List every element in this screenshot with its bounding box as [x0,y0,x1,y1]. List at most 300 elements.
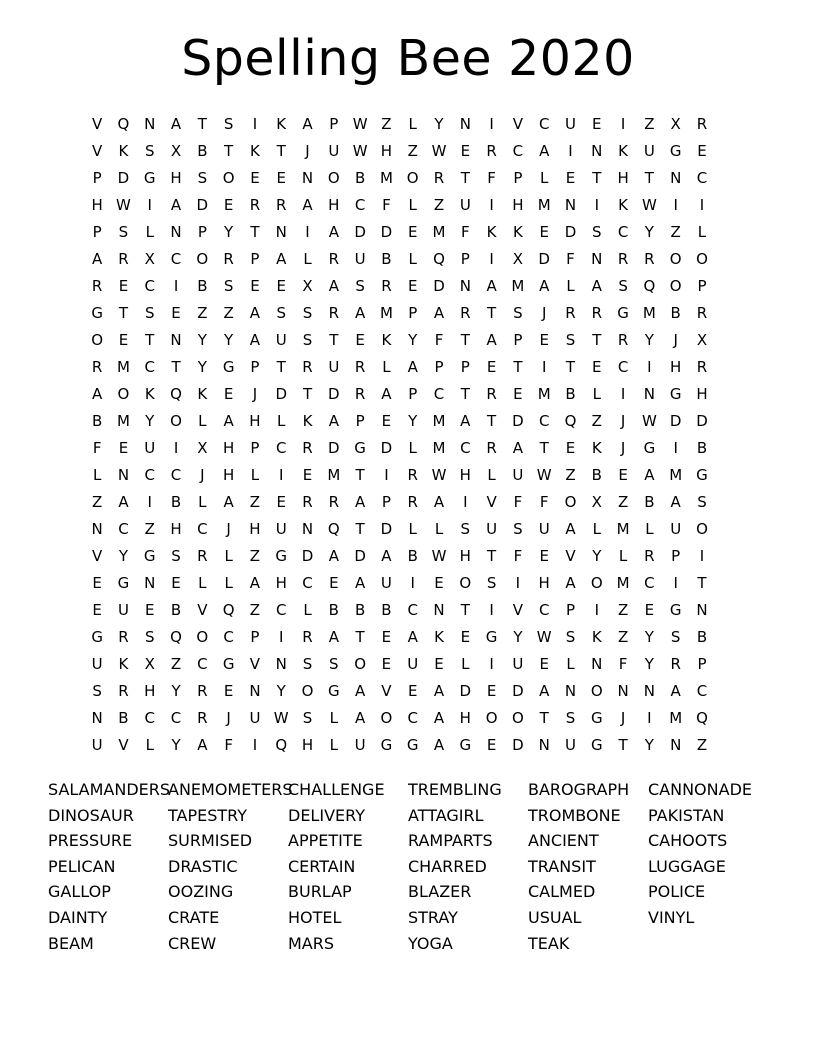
grid-letter: B [565,385,576,403]
grid-letter: D [275,385,287,403]
word-bank-word: CHARRED [408,856,487,876]
grid-letter: O [590,574,603,592]
grid-letter: E [381,412,392,430]
grid-letter: I [489,601,494,619]
grid-letter: I [541,358,547,376]
grid-letter: F [224,736,233,754]
grid-letter: Y [644,736,654,754]
grid-letter: H [222,466,235,484]
word-bank-word: CERTAIN [288,856,356,876]
grid-letter: R [486,385,497,403]
word-bank-word: POLICE [648,882,706,902]
word-bank-word: TRANSIT [528,856,596,876]
grid-letter: T [250,223,260,241]
grid-letter: K [486,223,497,241]
grid-letter: B [407,547,418,565]
grid-letter: S [302,655,313,673]
grid-row [84,357,715,384]
grid-letter: B [591,466,602,484]
grid-letter: Q [643,277,656,295]
grid-letter: L [224,574,233,592]
word-bank-word: YOGA [408,933,453,953]
grid-letter: Z [249,493,261,511]
grid-letter: N [564,196,577,214]
grid-letter: Z [433,196,445,214]
grid-letter: T [302,385,313,403]
grid-letter: F [92,439,102,457]
grid-letter: F [539,493,549,511]
grid-letter: I [410,574,415,592]
grid-letter: S [223,115,234,133]
grid-letter: A [381,547,392,565]
grid-letter: P [565,601,576,619]
grid-letter: Z [144,520,155,538]
grid-letter: E [644,601,655,619]
grid-letter: Y [145,412,155,430]
grid-letter: Z [249,547,261,565]
grid-letter: I [463,493,468,511]
grid-letter: R [249,196,261,214]
grid-letter: K [618,142,628,160]
grid-letter: A [433,709,445,727]
grid-letter: Z [617,628,629,646]
grid-letter: E [434,574,444,592]
grid-letter: E [171,574,181,592]
grid-letter: A [354,574,366,592]
grid-row [84,411,715,438]
grid-letter: E [92,574,102,592]
grid-letter: L [198,574,207,592]
word-bank-word: CRATE [168,907,220,927]
grid-letter: U [565,115,576,133]
grid-letter: O [222,169,235,187]
grid-letter: U [380,574,392,592]
grid-letter: E [302,466,313,484]
grid-letter: N [538,736,550,754]
grid-letter: P [250,250,260,268]
grid-letter: U [407,655,419,673]
grid-letter: S [197,169,208,187]
grid-letter: L [329,709,338,727]
grid-letter: Z [381,115,392,133]
grid-letter: D [117,169,130,187]
grid-row [84,573,715,600]
grid-letter: N [275,223,287,241]
grid-letter: Z [249,601,261,619]
grid-letter: P [250,628,260,646]
grid-letter: Y [408,412,418,430]
grid-letter: I [173,277,179,295]
grid-letter: I [647,358,652,376]
grid-letter: E [486,682,497,700]
grid-letter: S [670,628,681,646]
grid-letter: E [434,655,444,673]
grid-letter: R [91,358,103,376]
grid-letter: T [276,142,286,160]
grid-letter: C [275,439,287,457]
word-bank-column [528,779,629,958]
grid-letter: R [696,358,708,376]
grid-letter: C [644,574,655,592]
grid-letter: T [355,520,365,538]
word-bank-word: DINOSAUR [48,805,134,825]
grid-letter: X [302,277,313,295]
grid-letter: A [591,277,602,295]
grid-letter: L [408,520,417,538]
grid-letter: A [92,385,103,403]
grid-letter: A [92,250,103,268]
grid-letter: K [144,385,155,403]
grid-letter: S [618,277,628,295]
grid-letter: R [197,709,208,727]
grid-letter: W [352,115,368,133]
grid-letter: I [673,196,678,214]
grid-letter: C [170,709,182,727]
grid-letter: E [118,331,129,349]
grid-letter: G [222,655,235,673]
grid-row [84,600,715,627]
grid-letter: O [301,682,314,700]
grid-letter: E [539,331,549,349]
grid-letter: Z [591,412,602,430]
word-bank-word: TREMBLING [408,780,502,799]
grid-letter: H [222,439,235,457]
grid-letter: W [641,196,657,214]
grid-letter: Z [170,655,182,673]
grid-letter: B [381,250,392,268]
word-bank-word: DELIVERY [288,805,365,825]
grid-letter: D [512,412,524,430]
grid-letter: P [697,277,707,295]
grid-letter: C [538,115,550,133]
grid-row [84,330,715,357]
grid-letter: U [512,655,524,673]
grid-letter: F [382,196,391,214]
grid-letter: C [118,520,129,538]
grid-letter: K [591,439,602,457]
grid-letter: A [328,223,339,241]
grid-letter: T [460,169,470,187]
grid-letter: R [223,250,234,268]
grid-letter: I [620,115,626,133]
grid-letter: A [223,412,234,430]
grid-letter: Q [170,385,182,403]
grid-letter: A [433,493,445,511]
grid-row [84,654,715,681]
grid-letter: A [328,412,339,430]
grid-letter: E [407,223,418,241]
grid-letter: E [592,358,602,376]
grid-letter: Y [408,331,418,349]
grid-letter: L [697,223,707,241]
grid-letter: S [565,331,576,349]
grid-letter: B [197,277,208,295]
grid-letter: N [275,655,287,673]
grid-letter: G [643,439,656,457]
grid-letter: J [673,331,678,349]
grid-letter: C [144,358,155,376]
grid-letter: M [537,385,551,403]
grid-letter: H [459,709,471,727]
grid-letter: A [302,115,313,133]
grid-letter: T [513,358,523,376]
word-bank-word: RAMPARTS [408,831,493,851]
grid-letter: W [352,142,368,160]
word-bank-word: ANCIENT [528,831,599,851]
grid-letter: P [434,358,444,376]
grid-letter: K [118,142,129,160]
grid-letter: A [460,412,471,430]
grid-letter: N [696,601,708,619]
word-bank-word: MARS [288,933,335,953]
grid-letter: K [276,115,287,133]
grid-letter: D [328,385,340,403]
grid-letter: U [328,142,340,160]
grid-letter: S [486,574,497,592]
grid-letter: R [276,196,287,214]
grid-letter: H [301,736,314,754]
grid-letter: T [697,574,707,592]
grid-row [84,384,715,411]
grid-letter: G [459,736,472,754]
grid-letter: D [538,250,550,268]
grid-letter: U [459,196,471,214]
grid-letter: O [117,385,130,403]
grid-letter: A [539,682,550,700]
grid-letter: E [250,169,260,187]
word-bank-word: BURLAP [288,882,352,902]
grid-letter: S [144,628,155,646]
word-bank-word: BEAM [48,933,94,953]
grid-letter: Q [222,601,235,619]
grid-letter: E [118,277,129,295]
grid-letter: B [670,304,681,322]
grid-letter: F [434,331,444,349]
grid-letter: E [223,682,234,700]
grid-letter: C [275,601,287,619]
grid-letter: B [696,628,708,646]
grid-letter: A [170,115,182,133]
grid-letter: C [354,196,366,214]
word-bank-word: TEAK [528,933,570,953]
grid-letter: M [116,412,130,430]
grid-letter: U [565,736,576,754]
grid-letter: C [407,709,418,727]
grid-letter: N [433,601,445,619]
grid-letter: T [460,385,470,403]
grid-letter: T [565,358,576,376]
grid-letter: I [384,466,389,484]
grid-letter: L [618,547,628,565]
grid-letter: T [592,169,602,187]
grid-letter: O [485,709,498,727]
grid-letter: P [460,250,470,268]
word-bank-word: HOTEL [288,907,342,927]
grid-letter: O [669,277,682,295]
grid-letter: N [591,250,603,268]
grid-letter: R [617,331,629,349]
grid-letter: L [408,115,417,133]
grid-letter: D [696,412,708,430]
grid-row [84,681,715,708]
grid-letter: Z [565,466,576,484]
grid-letter: U [354,250,366,268]
grid-letter: N [117,466,130,484]
grid-letter: A [381,385,392,403]
grid-letter: Q [327,520,340,538]
grid-letter: P [513,169,523,187]
grid-letter: K [381,331,392,349]
grid-letter: L [592,385,601,403]
grid-letter: U [670,520,682,538]
grid-letter: L [592,520,601,538]
grid-letter: S [92,682,102,700]
grid-letter: A [223,493,234,511]
grid-letter: D [380,223,393,241]
grid-letter: R [407,493,418,511]
grid-letter: I [594,196,599,214]
grid-letter: I [568,142,573,160]
grid-letter: A [276,250,287,268]
grid-letter: J [226,520,231,538]
grid-letter: G [143,169,156,187]
grid-letter: Q [170,628,182,646]
grid-letter: A [539,277,550,295]
word-bank-word: CHALLENGE [288,780,385,799]
grid-letter: O [406,169,419,187]
grid-row [84,708,715,735]
grid-letter: G [696,466,708,484]
grid-letter: A [328,628,339,646]
word-bank-word: VINYL [648,907,695,927]
grid-letter: E [513,385,523,403]
grid-letter: S [302,709,313,727]
grid-letter: V [92,115,103,133]
grid-letter: U [275,331,287,349]
grid-letter: R [328,304,340,322]
grid-letter: T [276,358,286,376]
grid-letter: D [301,547,314,565]
grid-letter: W [536,466,552,484]
word-bank-word: CALMED [528,882,596,902]
grid-letter: A [486,277,497,295]
grid-letter: O [196,250,209,268]
grid-letter: G [669,601,682,619]
grid-letter: H [512,196,524,214]
grid-letter: X [144,250,155,268]
grid-letter: X [197,439,208,457]
grid-letter: N [591,142,603,160]
grid-letter: E [223,196,234,214]
grid-letter: X [696,331,708,349]
grid-letter: E [381,628,392,646]
grid-letter: G [91,628,103,646]
grid-letter: H [275,574,287,592]
grid-letter: P [381,493,391,511]
grid-letter: C [512,142,524,160]
grid-letter: P [250,439,260,457]
grid-letter: R [407,466,418,484]
grid-letter: E [92,601,102,619]
grid-letter: C [170,466,182,484]
grid-letter: R [302,628,313,646]
grid-letter: R [197,682,208,700]
grid-letter: E [276,277,286,295]
grid-letter: G [669,385,682,403]
grid-letter: E [486,358,497,376]
grid-letter: S [513,520,523,538]
grid-row [84,303,715,330]
grid-letter: S [302,331,313,349]
grid-letter: I [673,439,678,457]
grid-letter: Y [644,655,654,673]
grid-letter: N [459,115,471,133]
grid-letter: G [328,682,340,700]
grid-letter: T [644,169,654,187]
grid-letter: R [302,358,313,376]
grid-letter: D [669,412,682,430]
grid-letter: Y [197,358,207,376]
word-bank-word: PAKISTAN [648,805,725,825]
grid-letter: I [699,196,705,214]
word-bank-word: CANNONADE [648,780,752,799]
grid-letter: L [487,466,496,484]
grid-letter: Y [592,547,602,565]
grid-letter: C [302,574,313,592]
grid-letter: V [512,601,524,619]
grid-letter: S [565,709,576,727]
grid-letter: G [617,304,629,322]
grid-letter: C [407,601,418,619]
grid-letter: E [355,331,365,349]
page-title: Spelling Bee 2020 [181,30,635,87]
grid-letter: U [643,142,655,160]
grid-letter: T [355,466,365,484]
grid-letter: R [460,304,471,322]
grid-letter: O [459,574,472,592]
grid-letter: M [537,196,551,214]
grid-row [84,465,715,492]
grid-letter: V [512,115,524,133]
grid-letter: L [277,412,286,430]
grid-letter: H [538,574,550,592]
grid-row [84,249,715,276]
word-bank-word: TROMBONE [528,805,621,825]
grid-letter: Y [171,736,181,754]
grid-letter: E [697,142,707,160]
grid-letter: S [513,304,523,322]
grid-letter: E [250,277,260,295]
grid-letter: H [670,358,682,376]
grid-letter: T [539,709,549,727]
grid-letter: R [354,385,366,403]
grid-letter: H [170,520,182,538]
grid-letter: P [92,223,102,241]
grid-letter: Y [118,547,129,565]
grid-letter: I [279,628,284,646]
grid-letter: F [618,655,628,673]
grid-letter: J [541,304,547,322]
grid-letter: A [118,493,129,511]
grid-letter: L [92,466,102,484]
grid-letter: E [539,655,549,673]
grid-letter: I [173,439,179,457]
grid-letter: C [460,439,471,457]
grid-letter: B [354,169,366,187]
grid-letter: L [566,277,575,295]
grid-letter: P [355,412,365,430]
grid-letter: R [696,304,708,322]
